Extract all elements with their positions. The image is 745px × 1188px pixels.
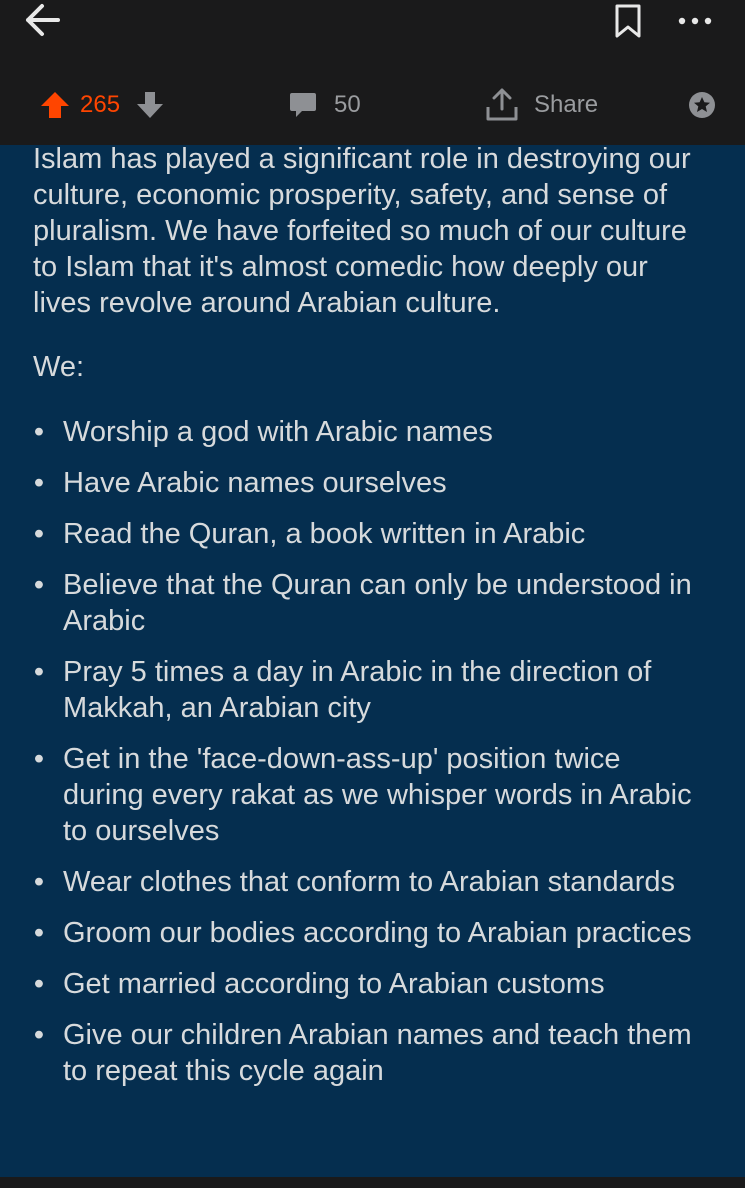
- post-bullet-list: [33, 414, 709, 1089]
- share-upload-icon: [484, 87, 520, 123]
- downvote-arrow-icon[interactable]: [136, 91, 164, 119]
- comment-count: 50: [334, 91, 361, 118]
- list-item-text: Groom our bodies according to Arabian practices: [63, 917, 692, 949]
- post-action-bar: [0, 80, 745, 130]
- list-item-text: Wear clothes that conform to Arabian standards: [63, 866, 676, 898]
- more-dots-icon: [677, 16, 713, 26]
- comment-bubble-icon: [288, 90, 318, 120]
- back-button[interactable]: [20, 0, 64, 40]
- bullet-dot: •: [33, 467, 45, 499]
- list-item: [33, 864, 709, 900]
- list-item: [33, 465, 709, 501]
- list-item: [33, 567, 709, 639]
- post-intro: We:: [33, 351, 85, 383]
- list-item: [33, 1017, 709, 1089]
- arrow-left-icon: [23, 3, 61, 37]
- list-item-text: Pray 5 times a day in Arabic in the direction of Makkah, an Arabian city: [63, 656, 652, 724]
- bullet-dot: •: [33, 743, 45, 775]
- share-label: Share: [534, 91, 599, 118]
- list-item-text: Read the Quran, a book written in Arabic: [63, 518, 586, 550]
- list-item-text: Get married according to Arabian customs: [63, 968, 605, 1000]
- list-item: [33, 654, 709, 726]
- bullet-dot: •: [33, 656, 45, 688]
- list-item: [33, 516, 709, 552]
- list-item: [33, 741, 709, 849]
- list-item-text: Get in the 'face-down-ass-up' position twice during every rakat as we whisper words in Arabic to ourselves: [63, 743, 692, 847]
- list-item: [33, 915, 709, 951]
- bullet-dot: •: [33, 968, 45, 1000]
- bullet-dot: •: [33, 518, 45, 550]
- comments-button[interactable]: [288, 80, 361, 130]
- list-item-text: Give our children Arabian names and teach them to repeat this cycle again: [63, 1019, 692, 1087]
- award-icon: [687, 90, 717, 120]
- vote-count: 265: [80, 91, 121, 118]
- list-item: [33, 414, 709, 450]
- upvote-arrow-icon[interactable]: [40, 91, 70, 119]
- post-paragraph: Islam has played a significant role in destroying our culture, economic prosperity, safety, and sense of pluralism. We have forfeited so much of our culture to Islam that it's almost comedic how deeply our lives revolve around Arabian culture.: [33, 143, 691, 319]
- award-button[interactable]: [686, 89, 718, 121]
- bullet-dot: •: [33, 1019, 45, 1051]
- bookmark-button[interactable]: [606, 0, 650, 42]
- list-item-text: Believe that the Quran can only be understood in Arabic: [63, 569, 692, 637]
- list-item-text: Have Arabic names ourselves: [63, 467, 447, 499]
- vote-group: [40, 80, 164, 130]
- share-button[interactable]: [484, 80, 598, 130]
- post-body: [0, 145, 745, 1177]
- list-item: [33, 966, 709, 1002]
- bookmark-icon: [614, 3, 642, 39]
- bullet-dot: •: [33, 416, 45, 448]
- top-bar: [0, 0, 745, 145]
- bottom-edge: [0, 1177, 745, 1188]
- list-item-text: Worship a god with Arabic names: [63, 416, 493, 448]
- bullet-dot: •: [33, 917, 45, 949]
- bullet-dot: •: [33, 569, 45, 601]
- bullet-dot: •: [33, 866, 45, 898]
- more-options-button[interactable]: [670, 0, 720, 42]
